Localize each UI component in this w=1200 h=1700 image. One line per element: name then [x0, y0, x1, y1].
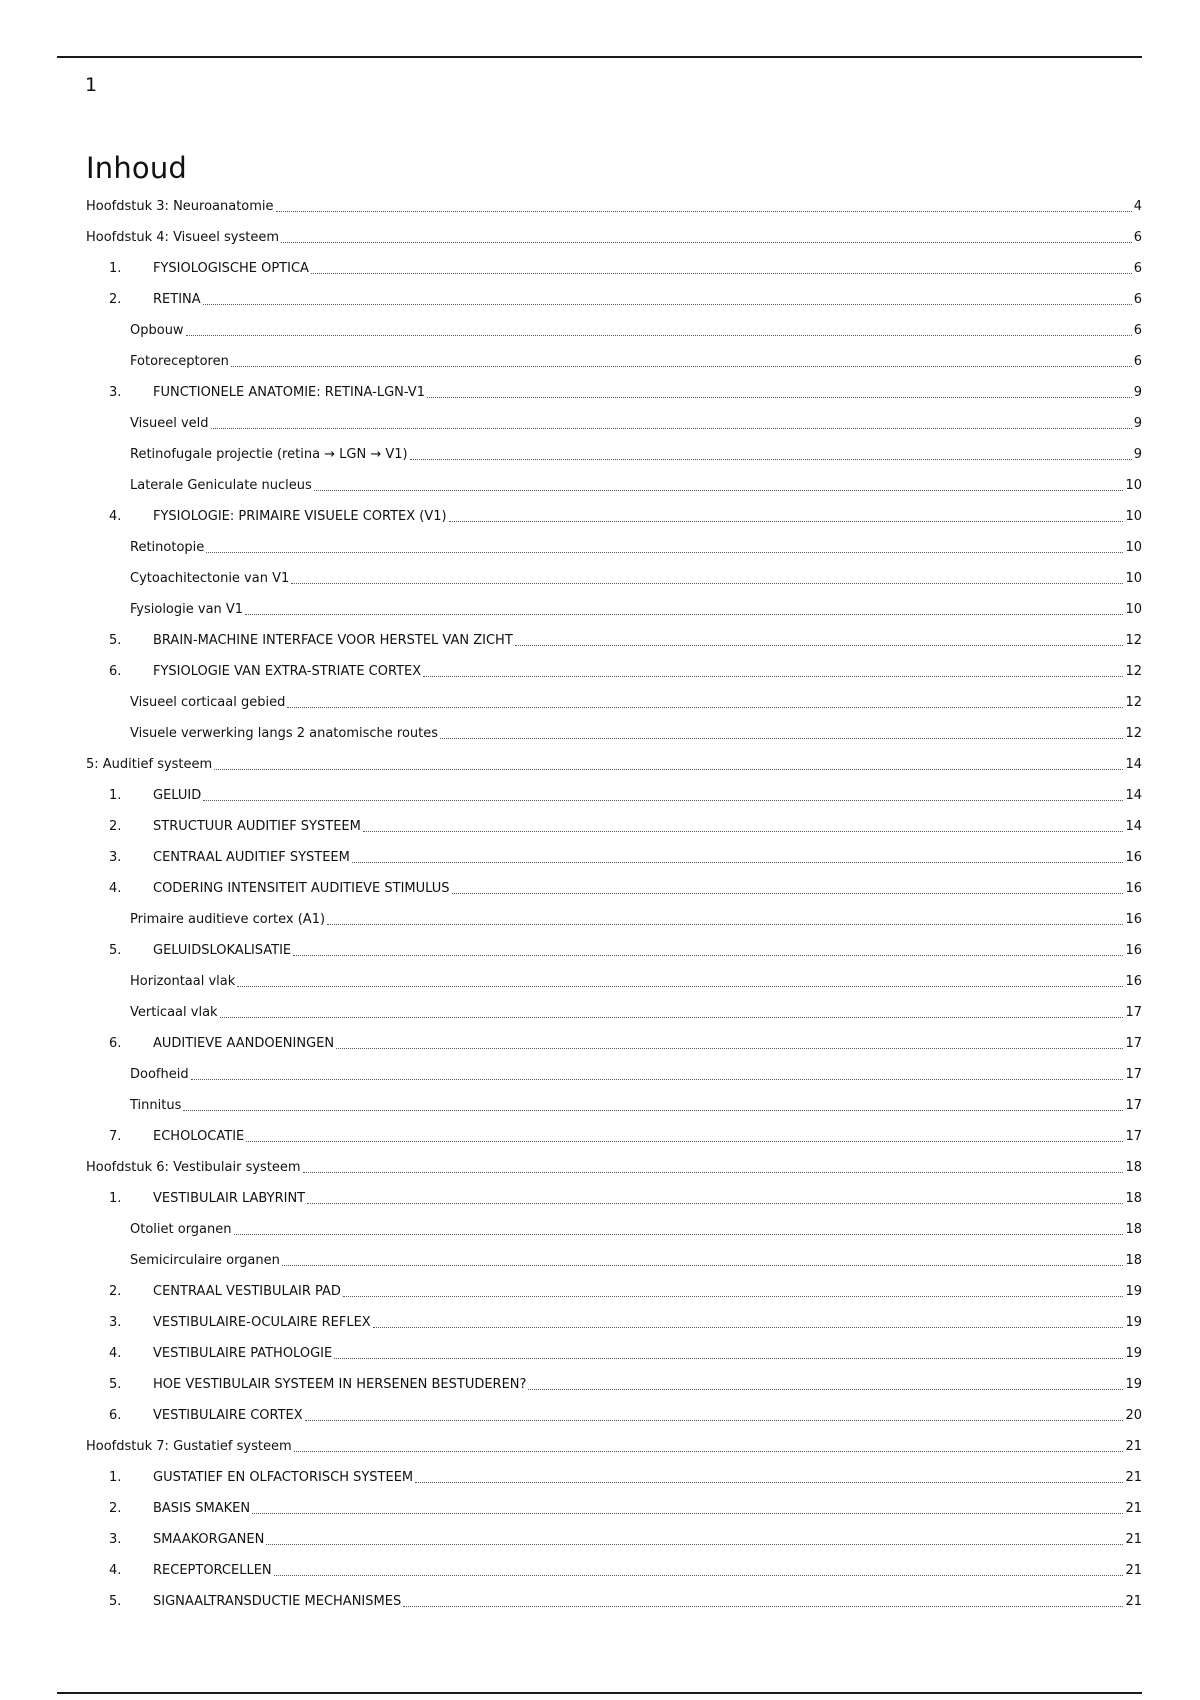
toc-entry-title: BASIS SMAKEN	[153, 1501, 251, 1516]
toc-dot-leader	[293, 955, 1123, 956]
toc-entry[interactable]	[86, 841, 1142, 872]
toc-dot-leader	[203, 800, 1123, 801]
toc-entry-number: 2.	[109, 1501, 122, 1516]
toc-entry-title: CENTRAAL AUDITIEF SYSTEEM	[153, 850, 350, 865]
toc-entry-title: Hoofdstuk 3: Neuroanatomie	[86, 199, 274, 214]
toc-entry-title: Opbouw	[130, 323, 184, 338]
toc-entry-page: 21	[1125, 1439, 1142, 1454]
toc-entry-title: GELUIDSLOKALISATIE	[153, 943, 292, 958]
toc-entry-title: Semicirculaire organen	[130, 1253, 280, 1268]
toc-entry-title: Retinotopie	[130, 540, 205, 555]
toc-dot-leader	[234, 1234, 1124, 1235]
toc-dot-leader	[440, 738, 1123, 739]
toc-dot-leader	[305, 1420, 1124, 1421]
toc-entry[interactable]	[86, 221, 1142, 252]
toc-entry[interactable]	[86, 314, 1142, 345]
header-rule	[57, 56, 1142, 58]
toc-entry-title: FYSIOLOGIE VAN EXTRA-STRIATE CORTEX	[153, 664, 422, 679]
toc-entry-number: 7.	[109, 1129, 122, 1144]
toc-dot-leader	[252, 1513, 1123, 1514]
toc-dot-leader	[291, 583, 1123, 584]
toc-entry-page: 6	[1133, 354, 1142, 369]
toc-entry[interactable]	[86, 1058, 1142, 1089]
table-of-contents	[86, 190, 1142, 1616]
toc-entry-page: 6	[1133, 261, 1142, 276]
toc-entry[interactable]	[86, 252, 1142, 283]
toc-entry[interactable]	[86, 748, 1142, 779]
toc-dot-leader	[452, 893, 1124, 894]
toc-dot-leader	[220, 1017, 1124, 1018]
toc-dot-leader	[294, 1451, 1124, 1452]
toc-entry[interactable]	[86, 1399, 1142, 1430]
toc-entry-number: 3.	[109, 1315, 122, 1330]
toc-entry-page: 10	[1125, 540, 1142, 555]
toc-entry-page: 19	[1125, 1315, 1142, 1330]
toc-entry-title: VESTIBULAIRE-OCULAIRE REFLEX	[153, 1315, 371, 1330]
toc-dot-leader	[314, 490, 1124, 491]
toc-entry-title: Hoofdstuk 7: Gustatief systeem	[86, 1439, 292, 1454]
toc-dot-leader	[410, 459, 1132, 460]
toc-entry-title: Horizontaal vlak	[130, 974, 236, 989]
toc-entry-number: 5.	[109, 1594, 122, 1609]
toc-entry-page: 20	[1125, 1408, 1142, 1423]
toc-dot-leader	[282, 1265, 1124, 1266]
toc-entry-title: CODERING INTENSITEIT AUDITIEVE STIMULUS	[153, 881, 450, 896]
toc-entry-title: FYSIOLOGIE: PRIMAIRE VISUELE CORTEX (V1)	[153, 509, 447, 524]
toc-dot-leader	[191, 1079, 1124, 1080]
toc-entry[interactable]	[86, 779, 1142, 810]
toc-entry-title: Hoofdstuk 4: Visueel systeem	[86, 230, 280, 245]
toc-entry[interactable]	[86, 1461, 1142, 1492]
toc-entry-number: 6.	[109, 1408, 122, 1423]
toc-entry[interactable]	[86, 438, 1142, 469]
toc-entry[interactable]	[86, 655, 1142, 686]
toc-entry-page: 19	[1125, 1346, 1142, 1361]
toc-entry-page: 6	[1133, 230, 1142, 245]
toc-entry-page: 17	[1125, 1036, 1142, 1051]
toc-entry-page: 6	[1133, 292, 1142, 307]
toc-entry[interactable]	[86, 345, 1142, 376]
toc-dot-leader	[237, 986, 1123, 987]
toc-entry[interactable]	[86, 1027, 1142, 1058]
toc-dot-leader	[203, 304, 1132, 305]
toc-dot-leader	[214, 769, 1123, 770]
toc-entry[interactable]	[86, 562, 1142, 593]
toc-entry-page: 21	[1125, 1563, 1142, 1578]
toc-entry[interactable]	[86, 717, 1142, 748]
toc-entry-page: 9	[1133, 416, 1142, 431]
toc-entry-title: SMAAKORGANEN	[153, 1532, 265, 1547]
toc-entry-number: 1.	[109, 1470, 122, 1485]
toc-entry[interactable]	[86, 872, 1142, 903]
toc-entry-number: 2.	[109, 292, 122, 307]
toc-entry-title: Cytoachitectonie van V1	[130, 571, 290, 586]
toc-entry-page: 10	[1125, 571, 1142, 586]
toc-entry[interactable]	[86, 593, 1142, 624]
toc-dot-leader	[311, 273, 1132, 274]
toc-entry-page: 12	[1125, 633, 1142, 648]
toc-entry-title: VESTIBULAIRE PATHOLOGIE	[153, 1346, 333, 1361]
toc-entry[interactable]	[86, 283, 1142, 314]
toc-entry[interactable]	[86, 531, 1142, 562]
toc-entry-page: 18	[1125, 1253, 1142, 1268]
toc-entry-title: RECEPTORCELLEN	[153, 1563, 272, 1578]
toc-entry-number: 3.	[109, 385, 122, 400]
toc-entry[interactable]	[86, 903, 1142, 934]
toc-entry-title: Primaire auditieve cortex (A1)	[130, 912, 326, 927]
toc-entry-page: 17	[1125, 1098, 1142, 1113]
toc-entry-page: 18	[1125, 1191, 1142, 1206]
toc-entry-number: 1.	[109, 261, 122, 276]
toc-dot-leader	[274, 1575, 1124, 1576]
toc-entry-title: Visuele verwerking langs 2 anatomische routes	[130, 726, 439, 741]
toc-entry-page: 21	[1125, 1594, 1142, 1609]
toc-entry[interactable]	[86, 934, 1142, 965]
toc-entry-title: Laterale Geniculate nucleus	[130, 478, 312, 493]
toc-entry-title: VESTIBULAIRE CORTEX	[153, 1408, 303, 1423]
toc-entry-number: 4.	[109, 881, 122, 896]
toc-entry-title: STRUCTUUR AUDITIEF SYSTEEM	[153, 819, 361, 834]
toc-entry-number: 6.	[109, 1036, 122, 1051]
toc-entry-page: 21	[1125, 1501, 1142, 1516]
toc-entry-title: AUDITIEVE AANDOENINGEN	[153, 1036, 335, 1051]
toc-entry[interactable]	[86, 1554, 1142, 1585]
toc-entry[interactable]	[86, 1585, 1142, 1616]
toc-entry-page: 14	[1125, 819, 1142, 834]
toc-entry-page: 12	[1125, 695, 1142, 710]
toc-entry-title: Retinofugale projectie (retina → LGN → V1)	[130, 447, 408, 462]
toc-entry-number: 3.	[109, 850, 122, 865]
toc-entry-title: Visueel veld	[130, 416, 209, 431]
toc-entry-page: 17	[1125, 1005, 1142, 1020]
toc-dot-leader	[266, 1544, 1123, 1545]
toc-entry-page: 4	[1133, 199, 1142, 214]
toc-entry-number: 5.	[109, 943, 122, 958]
toc-entry[interactable]	[86, 1120, 1142, 1151]
toc-entry-title: Fysiologie van V1	[130, 602, 244, 617]
toc-entry-number: 5.	[109, 1377, 122, 1392]
toc-entry-title: Verticaal vlak	[130, 1005, 218, 1020]
toc-entry[interactable]	[86, 1089, 1142, 1120]
toc-entry-number: 4.	[109, 1563, 122, 1578]
toc-entry[interactable]	[86, 376, 1142, 407]
toc-dot-leader	[211, 428, 1132, 429]
toc-dot-leader	[206, 552, 1123, 553]
toc-entry[interactable]	[86, 810, 1142, 841]
toc-entry-page: 19	[1125, 1377, 1142, 1392]
toc-entry-page: 18	[1125, 1222, 1142, 1237]
toc-entry-title: Otoliet organen	[130, 1222, 232, 1237]
toc-entry-page: 9	[1133, 447, 1142, 462]
toc-dot-leader	[307, 1203, 1123, 1204]
toc-dot-leader	[245, 614, 1123, 615]
footer-rule	[57, 1692, 1142, 1694]
toc-entry[interactable]	[86, 624, 1142, 655]
toc-entry[interactable]	[86, 407, 1142, 438]
toc-entry[interactable]	[86, 469, 1142, 500]
toc-entry-title: Hoofdstuk 6: Vestibulair systeem	[86, 1160, 301, 1175]
toc-entry-title: 5: Auditief systeem	[86, 757, 213, 772]
toc-dot-leader	[287, 707, 1123, 708]
toc-entry[interactable]	[86, 1244, 1142, 1275]
toc-entry-page: 17	[1125, 1067, 1142, 1082]
toc-dot-leader	[528, 1389, 1123, 1390]
toc-dot-leader	[373, 1327, 1124, 1328]
toc-entry[interactable]	[86, 1368, 1142, 1399]
toc-entry-title: VESTIBULAIR LABYRINT	[153, 1191, 306, 1206]
toc-entry-page: 10	[1125, 478, 1142, 493]
toc-entry-page: 19	[1125, 1284, 1142, 1299]
toc-entry[interactable]	[86, 996, 1142, 1027]
toc-title: Inhoud	[86, 151, 188, 185]
toc-entry-page: 21	[1125, 1470, 1142, 1485]
toc-dot-leader	[415, 1482, 1123, 1483]
toc-entry[interactable]	[86, 1182, 1142, 1213]
toc-entry[interactable]	[86, 500, 1142, 531]
toc-dot-leader	[281, 242, 1132, 243]
toc-entry-title: Doofheid	[130, 1067, 189, 1082]
toc-entry-title: SIGNAALTRANSDUCTIE MECHANISMES	[153, 1594, 402, 1609]
toc-entry-page: 16	[1125, 943, 1142, 958]
toc-entry[interactable]	[86, 1306, 1142, 1337]
toc-dot-leader	[427, 397, 1132, 398]
toc-entry-title: RETINA	[153, 292, 201, 307]
toc-entry-page: 6	[1133, 323, 1142, 338]
toc-entry-title: GUSTATIEF EN OLFACTORISCH SYSTEEM	[153, 1470, 414, 1485]
toc-dot-leader	[336, 1048, 1123, 1049]
toc-entry-number: 5.	[109, 633, 122, 648]
toc-entry-title: Visueel corticaal gebied	[130, 695, 286, 710]
toc-dot-leader	[423, 676, 1123, 677]
toc-entry[interactable]	[86, 190, 1142, 221]
toc-entry-title: HOE VESTIBULAIR SYSTEEM IN HERSENEN BESTUDEREN?	[153, 1377, 527, 1392]
toc-dot-leader	[186, 335, 1132, 336]
toc-dot-leader	[183, 1110, 1123, 1111]
toc-entry[interactable]	[86, 1430, 1142, 1461]
toc-entry-title: BRAIN-MACHINE INTERFACE VOOR HERSTEL VAN ZICHT	[153, 633, 513, 648]
toc-dot-leader	[327, 924, 1123, 925]
toc-entry-title: Fotoreceptoren	[130, 354, 229, 369]
toc-dot-leader	[303, 1172, 1124, 1173]
toc-entry[interactable]	[86, 1275, 1142, 1306]
toc-entry-page: 16	[1125, 850, 1142, 865]
toc-entry-page: 16	[1125, 912, 1142, 927]
toc-entry-page: 21	[1125, 1532, 1142, 1547]
toc-dot-leader	[343, 1296, 1124, 1297]
toc-entry-title: FUNCTIONELE ANATOMIE: RETINA-LGN-V1	[153, 385, 425, 400]
toc-entry[interactable]	[86, 965, 1142, 996]
toc-dot-leader	[403, 1606, 1123, 1607]
page-number: 1	[85, 74, 98, 96]
toc-dot-leader	[352, 862, 1124, 863]
toc-entry-number: 4.	[109, 1346, 122, 1361]
toc-entry-number: 2.	[109, 1284, 122, 1299]
toc-entry-page: 14	[1125, 757, 1142, 772]
toc-entry-page: 14	[1125, 788, 1142, 803]
toc-dot-leader	[246, 1141, 1123, 1142]
toc-entry[interactable]	[86, 686, 1142, 717]
toc-entry[interactable]	[86, 1151, 1142, 1182]
toc-entry-title: GELUID	[153, 788, 202, 803]
toc-entry-number: 1.	[109, 1191, 122, 1206]
toc-entry[interactable]	[86, 1492, 1142, 1523]
toc-dot-leader	[334, 1358, 1123, 1359]
toc-entry-title: CENTRAAL VESTIBULAIR PAD	[153, 1284, 341, 1299]
toc-entry-title: ECHOLOCATIE	[153, 1129, 245, 1144]
toc-entry-page: 12	[1125, 726, 1142, 741]
toc-dot-leader	[515, 645, 1124, 646]
toc-entry-page: 9	[1133, 385, 1142, 400]
toc-dot-leader	[231, 366, 1132, 367]
toc-entry-page: 17	[1125, 1129, 1142, 1144]
toc-entry-page: 16	[1125, 974, 1142, 989]
toc-entry-title: Tinnitus	[130, 1098, 182, 1113]
toc-entry-page: 10	[1125, 509, 1142, 524]
toc-entry-page: 18	[1125, 1160, 1142, 1175]
toc-entry-number: 4.	[109, 509, 122, 524]
toc-entry-title: FYSIOLOGISCHE OPTICA	[153, 261, 309, 276]
toc-entry[interactable]	[86, 1523, 1142, 1554]
toc-entry-number: 1.	[109, 788, 122, 803]
toc-entry-page: 16	[1125, 881, 1142, 896]
toc-entry-number: 6.	[109, 664, 122, 679]
toc-entry[interactable]	[86, 1337, 1142, 1368]
toc-dot-leader	[276, 211, 1132, 212]
toc-entry-page: 10	[1125, 602, 1142, 617]
toc-entry-number: 3.	[109, 1532, 122, 1547]
toc-entry-number: 2.	[109, 819, 122, 834]
toc-entry-page: 12	[1125, 664, 1142, 679]
toc-dot-leader	[363, 831, 1124, 832]
toc-dot-leader	[449, 521, 1124, 522]
toc-entry[interactable]	[86, 1213, 1142, 1244]
